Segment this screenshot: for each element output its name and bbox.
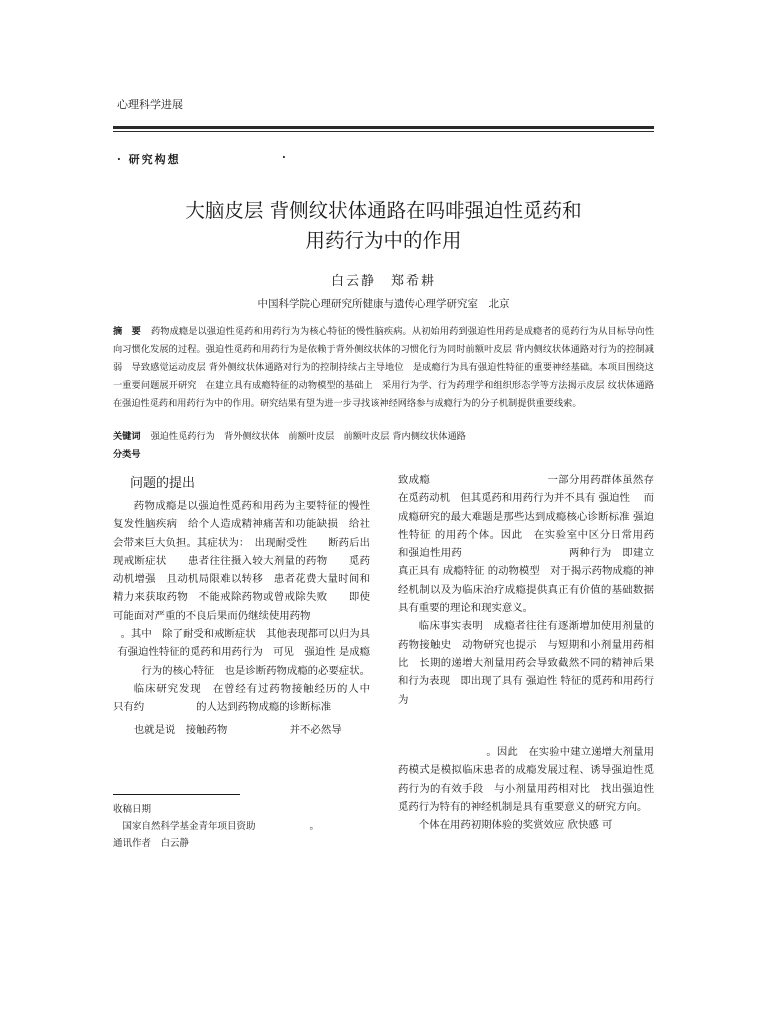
abstract-text: 药物成瘾是以强迫性觅药和用药行为为核心特征的慢性脑疾病。从初始用药到强迫性用药是成瘾者的觅药行为从目标导向性向习惯化发展的过程。强迫性觅药和用药行为是依赖于背外侧纹状体的习惯化行为同时前额叶皮层 背内侧纹状体通路对行为的控制减弱 导致感觉运动皮层 背外侧纹状体通路对行为的控制持续占主导地位 是成瘾行为具有强迫性特征的重要神经基础。本项目围绕这一重要问题展开研究 在建立具有成瘾特征的动物模型的基础上 采用行为学、行为药理学和组织形态学等方法揭示皮层 纹状体通路在强迫性觅药和用药行为中的作用。研究结果有望为进一步寻找该神经网络参与成瘾行为的分子机制提供重要线索。 (113, 326, 655, 409)
abstract-label: 摘 要 (113, 326, 141, 337)
classification (113, 446, 151, 460)
section-tag (117, 151, 297, 167)
journal-name: 心理科学进展 (117, 98, 183, 111)
right-paragraph-2: 临床事实表明 成瘾者往往有逐渐增加使用剂量的药物接触史 动物研究也提示 与短期和小剂量用药相比 长期的递增大剂量用药会导致截然不同的精神后果和行为表现 即出现了具有 强迫性 特征的觅药和用药行为 (398, 620, 654, 706)
header-rule-thick (113, 126, 654, 129)
footnote-rule (113, 794, 240, 795)
authors: 白云静 郑希耕 (330, 274, 436, 289)
header-rule-thin (113, 131, 654, 132)
right-paragraph-1: 致成瘾 一部分用药群体虽然存在觅药动机 但其觅药和用药行为并不具有 强迫性 而成瘾研究的最大难题是那些达到成瘾核心诊断标准 强迫性特征 的用药个体。因此 在实验室中区分日常用药 和强迫性用药 两种行为 即建立真正具有 成瘾特征 的动物模型 对于揭示药物成瘾的神经机制以及为临床治疗成瘾提供真正有价值的基础数据具有重要的理论和现实意义。 (398, 474, 727, 615)
abstract (113, 323, 654, 413)
footnote-fund (113, 818, 373, 835)
footnotes (113, 801, 373, 852)
right-paragraph-3: 。因此 在实验中建立递增大剂量用药模式是模拟临床患者的成瘾发展过程、诱导强迫性觅药行为的有效手段 与小剂量用药相对比 找出强迫性觅药行为特有的神经机制是具有重要意义的研究方向。 (398, 746, 654, 813)
title-line-2: 用药行为中的作用 (305, 229, 462, 252)
left-paragraph-1: 药物成瘾是以强迫性觅药和用药为主要特征的慢性复发性脑疾病 给个人造成精神痛苦和功能缺损 给社会带来巨大负担。其症状为： 出现耐受性 断药后出现戒断症状 患者往往摄入较大剂量的药物 觅药动机增强 且动机局限难以转移 患者花费大量时间和精力来获取药物 不能戒除药物或曾戒除失败 即使可能面对严重的不良后果而仍继续使用药物 (113, 500, 370, 622)
right-column (398, 471, 727, 709)
left-paragraph-1-end: 。其中 除了耐受和戒断症状 其他表现都可以归为具有强迫性特征的觅药和用药行为 可见 强迫性 是成瘾行为的核心特征 也是诊断药物成瘾的必要症状。 (117, 628, 370, 677)
right-paragraph-4: 个体在用药初期体验的奖赏效应 欣快感 可 (418, 819, 613, 832)
footnote-fund-text: 国家自然科学基金青年项目资助 (122, 821, 256, 832)
footnote-fund-end: 。 (309, 821, 320, 832)
section-tag-text: · 研究构想 (117, 153, 181, 166)
keywords-text: 强迫性觅药行为 背外侧纹状体 前额叶皮层 前额叶皮层 背内侧纹状体通路 (150, 431, 466, 442)
left-paragraph-2: 临床研究发现 在曾经有过药物接触经历的人中 只有约 的人达到药物成瘾的诊断标准 (113, 682, 381, 714)
title-line-1: 大脑皮层 背侧纹状体通路在吗啡强迫性觅药和 (185, 199, 582, 222)
left-column (113, 497, 381, 739)
keywords-label: 关键词 (113, 431, 141, 442)
footnote-received: 收稿日期 (113, 804, 152, 815)
section-tag-dot: · (282, 151, 288, 164)
left-paragraph-3: 也就是说 接触药物 并不必然导 (133, 723, 342, 736)
section-heading: 问题的提出 (130, 476, 196, 491)
right-column-continued (398, 743, 654, 834)
footnote-correspondence: 通讯作者 白云静 (113, 838, 190, 849)
affiliation: 中国科学院心理研究所健康与遗传心理学研究室 北京 (257, 298, 510, 310)
classification-label: 分类号 (113, 449, 141, 460)
paper-title (113, 196, 654, 256)
keywords (113, 428, 466, 442)
